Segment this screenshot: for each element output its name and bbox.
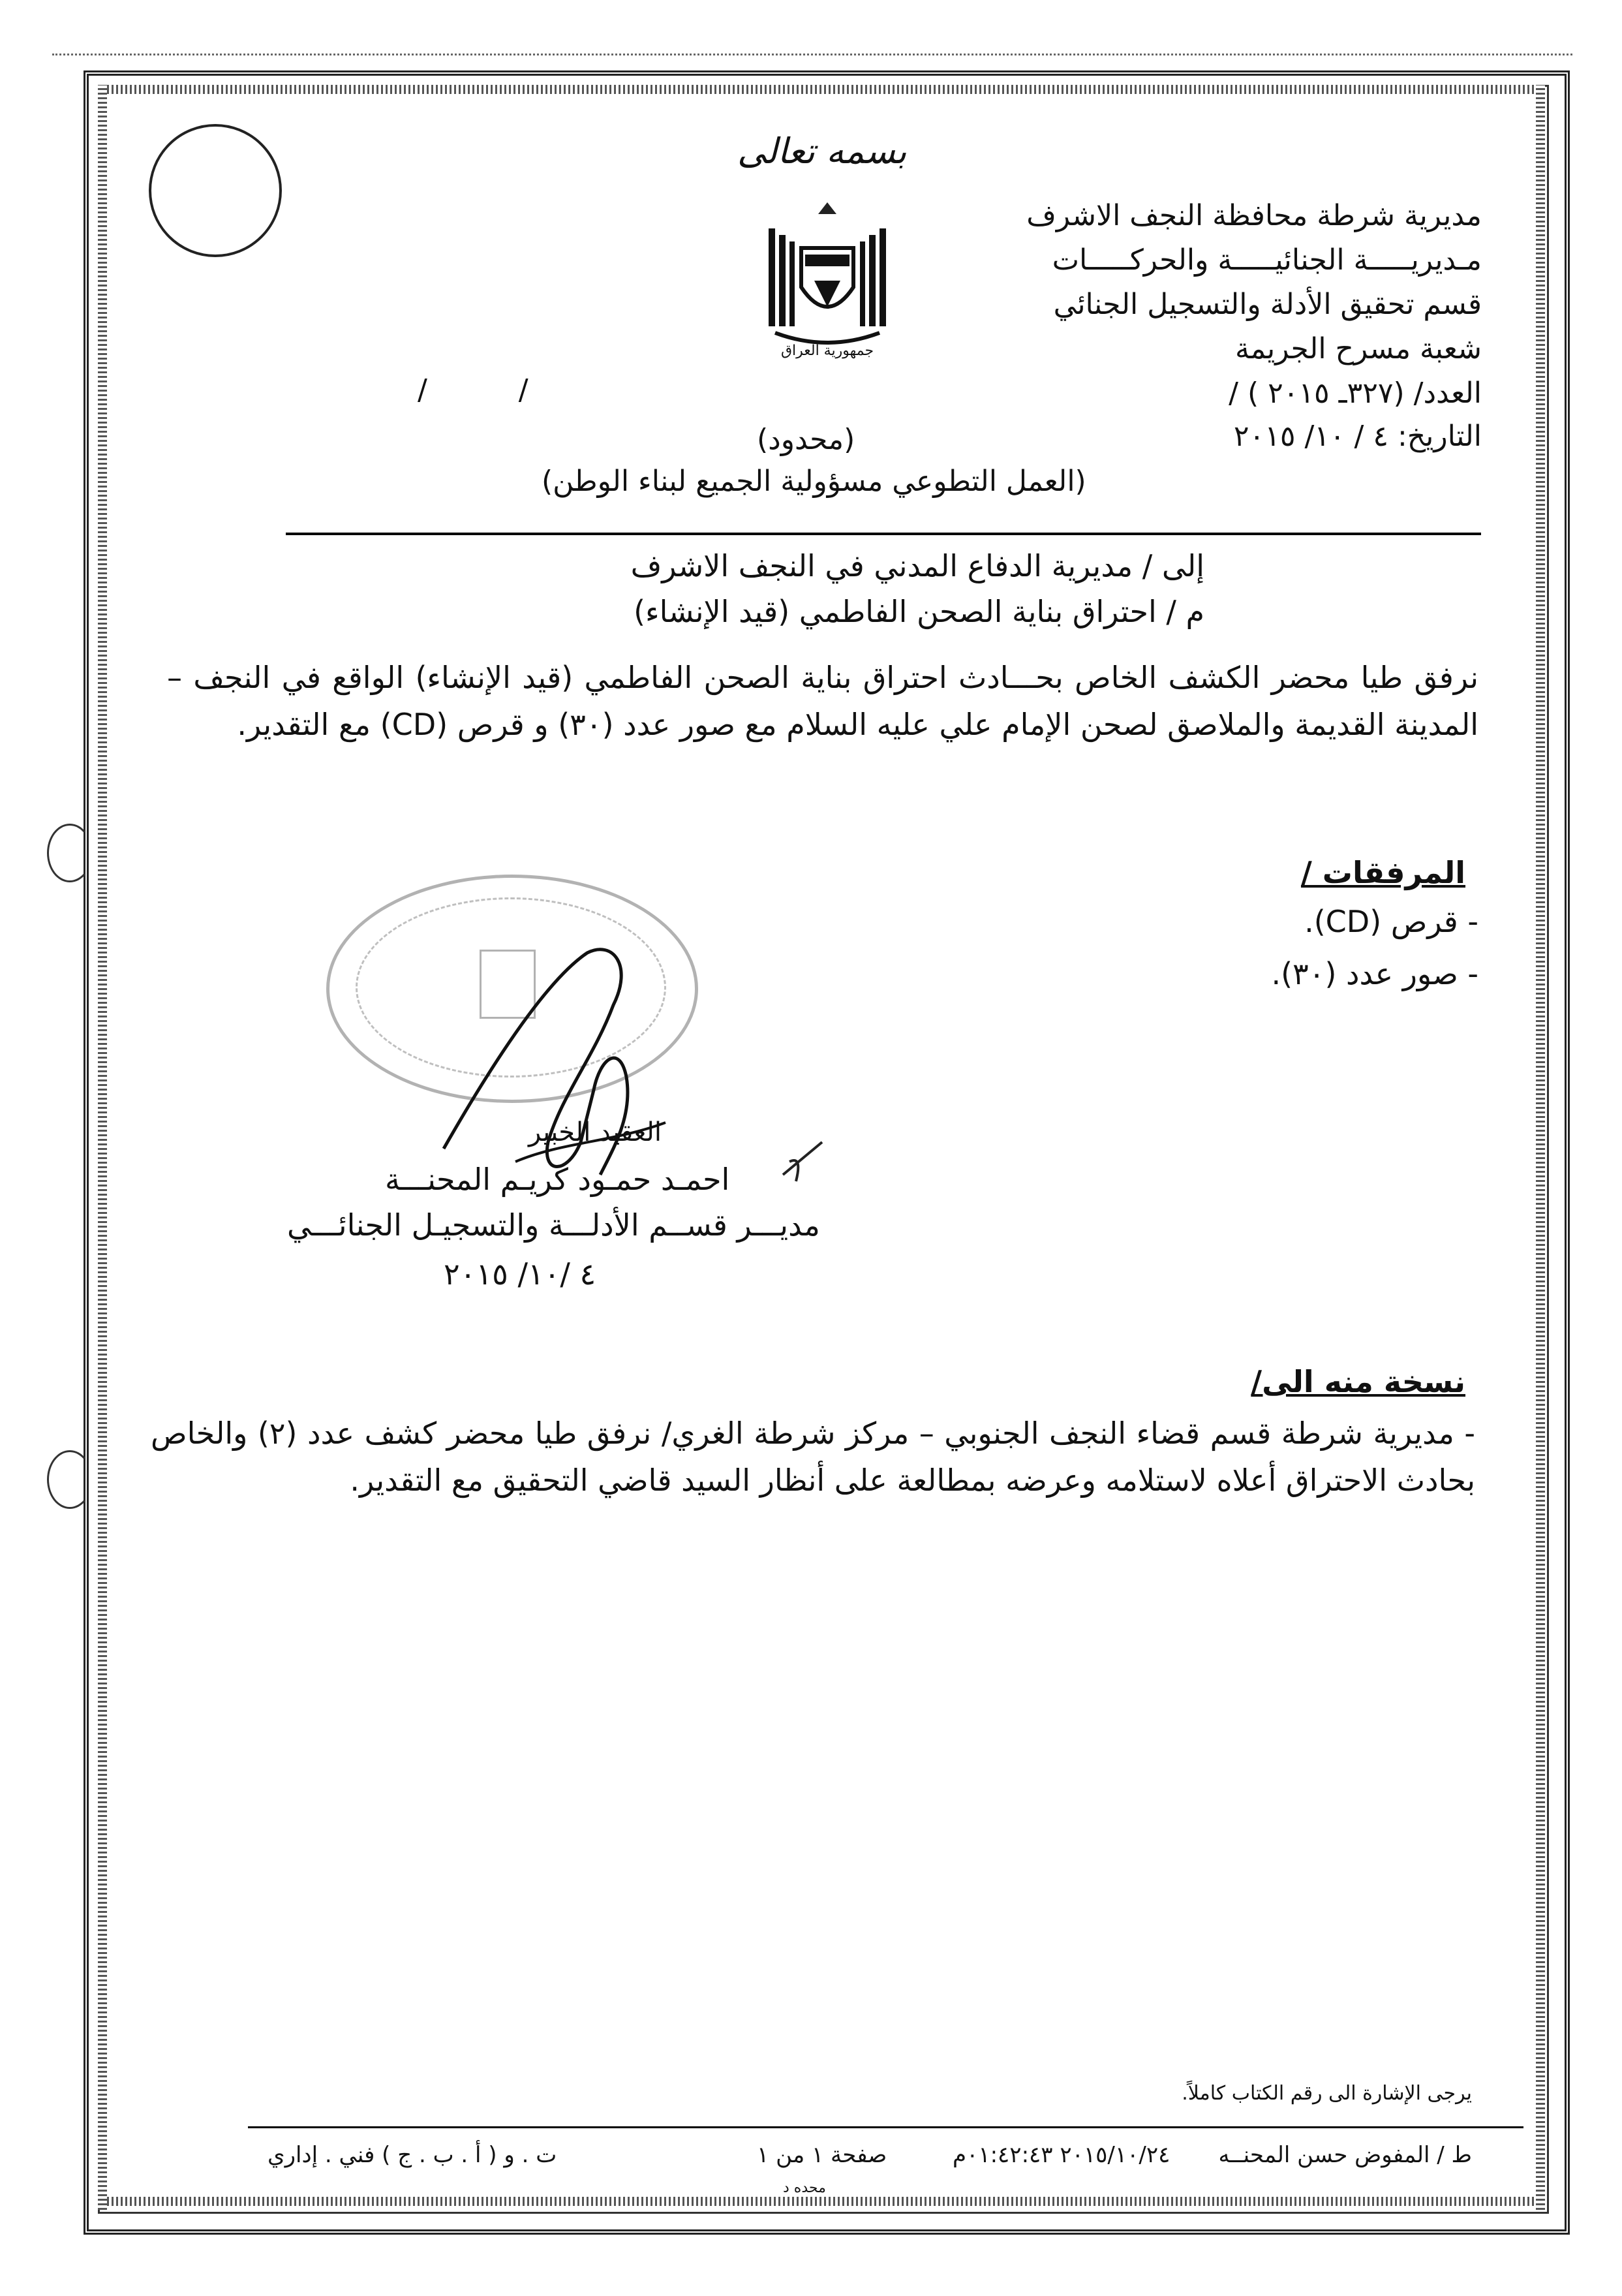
header-line-4: شعبة مسرح الجريمة: [1234, 332, 1482, 365]
binder-hole-bottom: [47, 1450, 93, 1509]
footer-page: صفحة ١ من ١: [757, 2142, 887, 2168]
footer-timestamp: ٢٠١٥/١٠/٢٤ ٠١:٤٢:٤٣م: [953, 2142, 1171, 2168]
signatory-name: احمـد حمـود كريـم المحنـــة: [385, 1162, 730, 1197]
attachments-title: المرفقات /: [1300, 855, 1465, 890]
copy-text: - مديرية شرطة قسم قضاء النجف الجنوبي – مركز شرطة الغري/ نرفق طيا محضر كشف عدد (٢) والخاص بحادث الاحتراق أعلاه لاستلامه وعرضه بمطالعة على أنظار السيد قاضي التحقيق مع التقدير.: [151, 1416, 1475, 1498]
attachment-text: صور عدد (٣٠).: [1271, 956, 1458, 991]
attachment-item-2: [1271, 956, 1478, 991]
footer-divider: [248, 2126, 1523, 2128]
handwritten-mark: [770, 1136, 835, 1190]
slogan: (العمل التطوعي مسؤولية الجميع لبناء الوطن): [542, 465, 1086, 498]
emblem-caption: جمهورية العراق: [780, 343, 874, 359]
footer-code: ت . و ( أ . ب . ج ) فني . إداري: [268, 2142, 557, 2168]
header-divider: [286, 533, 1481, 535]
basmala: بسمه تعالى: [737, 131, 907, 172]
copy-title: نسخة منه الى/: [1251, 1364, 1465, 1399]
footer-authorized: ط / المفوض حسن المحنــه: [1218, 2142, 1472, 2168]
border-hatch-left: [98, 85, 107, 2210]
document-number: العدد/ (٣٢٧ـ ٢٠١٥ ) /: [1229, 377, 1482, 410]
header-line-3: قسم تحقيق الأدلة والتسجيل الجنائي: [1053, 288, 1482, 321]
addressee: إلى / مديرية الدفاع المدني في النجف الاشرف: [630, 548, 1204, 583]
attachment-item-1: [1304, 904, 1478, 939]
binder-hole-top: [47, 824, 93, 882]
border-hatch-bottom: [98, 2197, 1545, 2206]
header-line-1: مديرية شرطة محافظة النجف الاشرف: [1026, 199, 1482, 232]
slash-marks: / /: [418, 373, 528, 407]
top-dotted-edge: [52, 54, 1572, 55]
signatory-position: مديـــر قســم الأدلـــة والتسجيـل الجنائـــي: [287, 1207, 820, 1243]
attachment-text: قرص (CD).: [1304, 904, 1458, 939]
signature-date: ٤ /١٠/ ٢٠١٥: [444, 1256, 596, 1292]
footer-sub-note: محده د: [783, 2180, 826, 2196]
border-hatch-right: [1536, 85, 1545, 2210]
body-paragraph: نرفق طيا محضر الكشف الخاص بحـــادث احتراق بناية الصحن الفاطمي (قيد الإنشاء) الواقع في النجف – المدينة القديمة والملاصق لصحن الإمام علي عليه السلام مع صور عدد (٣٠) و قرص (CD) مع التقدير.: [167, 660, 1478, 742]
header-line-2: مـديريـــــة الجنائيـــــة والحركـــــات: [1052, 243, 1482, 277]
classification: (محدود): [757, 423, 855, 456]
border-hatch-top: [98, 85, 1545, 94]
subject: م / احتراق بناية الصحن الفاطمي (قيد الإنشاء): [634, 594, 1204, 629]
document-date: التاريخ: ٤ / ١٠/ ٢٠١٥: [1233, 420, 1482, 453]
attachment-bullet: -: [1458, 904, 1478, 939]
registry-circle: [149, 124, 282, 257]
signatory-rank: العقيد الخبير: [528, 1117, 662, 1147]
iraq-emblem: [756, 196, 899, 372]
reference-note: يرجى الإشارة الى رقم الكتاب كاملاً.: [1182, 2082, 1472, 2105]
attachment-bullet: -: [1458, 956, 1478, 991]
